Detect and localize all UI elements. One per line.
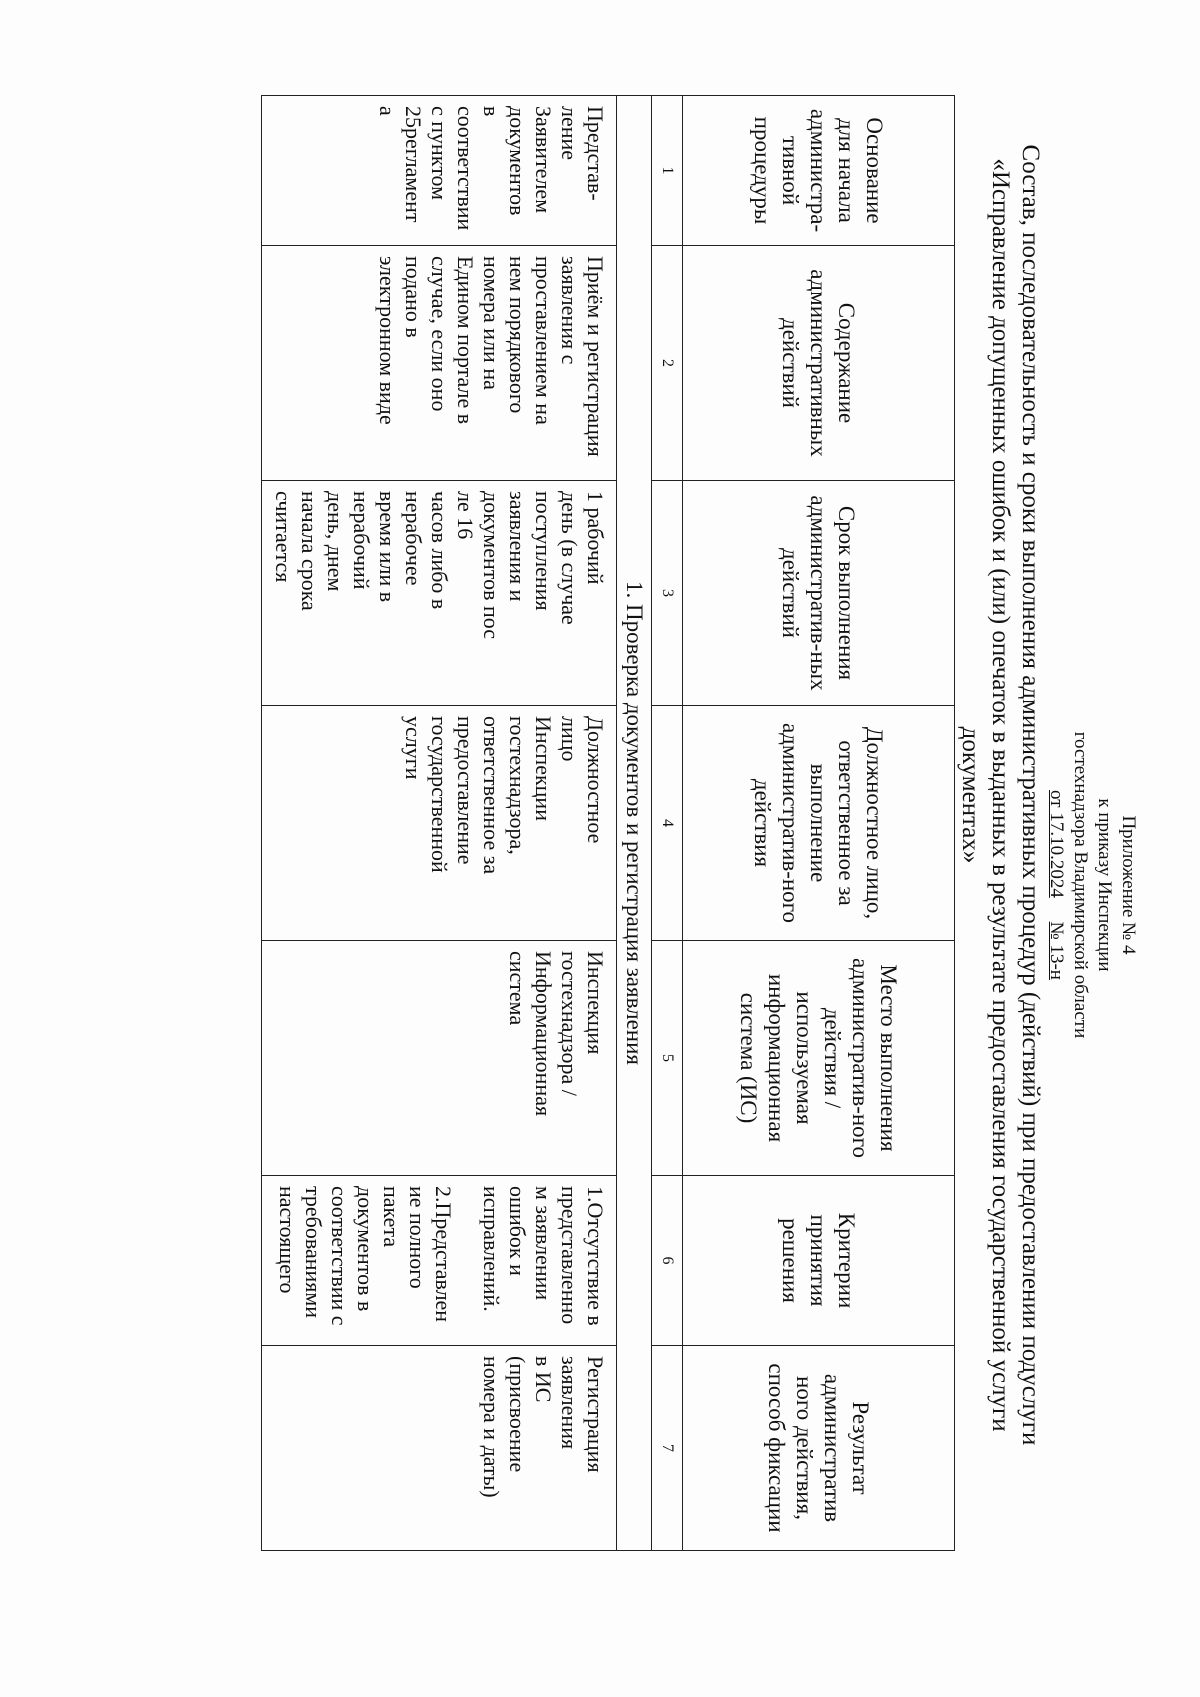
table-cell [262,481,617,706]
header-row [683,96,955,1551]
column-number: 3 [652,481,683,706]
procedure-table [261,95,955,1551]
column-number: 4 [652,706,683,941]
table-cell [262,1346,617,1551]
table-cell [262,941,617,1176]
header-cell: Результат административ ного действия, способ фиксации [683,1346,955,1551]
appendix-line-1: Приложение № 4 [1118,815,1139,955]
cell-basis: Представ- ление Заявителем документов в соответствии с пунктом 25регламент а [375,106,608,231]
column-number: 2 [652,246,683,481]
header-cell: Критерии принятия решения [683,1176,955,1346]
cell-deadline: 1 рабочий день (в случае поступления заявления и документов пос ле 16 часов либо в нерабочее время или в нерабочий день, днем начала срока считается [271,491,608,640]
section-row [617,96,652,1551]
column-number: 1 [652,96,683,246]
column-number: 6 [652,1176,683,1346]
table-cell [262,246,617,481]
table-cell [262,96,617,246]
header-cell: Должностное лицо, ответственное за выполнение административ-ного действия [683,706,955,941]
cell-place: Инспекция гостехнадзора / Информационная система [505,951,608,1117]
title-line-1: Состав, последовательность и сроки выполнения административных процедур (действий) при предоставлении подуслуги [1017,144,1044,1446]
cell-result: Регистрация заявления в ИС (присвоение номера и даты) [479,1356,608,1498]
appendix-number: № 13-н [1046,921,1067,980]
cell-criteria-2: 2.Представлен ие полного пакета документов в соответствии с требованиями настоящего [275,1186,456,1326]
rotated-sheet [30,25,1180,1645]
cell-content: Приём и регистрация заявления с проставлением на нем порядкового номера или на Едином портале в случае, если оно подано в электронном виде [375,256,608,457]
appendix-date: от 17.10.2024 [1046,790,1067,898]
title-line-2: «Исправление допущенных ошибок и (или) опечаток в выданных в результате предоставления государственной услуги [987,158,1014,1432]
document-title [955,115,1045,1475]
header-cell: Срок выполнения административ-ных действий [683,481,955,706]
appendix-line-3: гостехнадзора Владимирской области [1070,731,1091,1039]
column-number-row [652,96,683,1551]
column-number: 7 [652,1346,683,1551]
table-cell [262,1176,617,1346]
appendix-line-2: к приказу Инспекции [1094,798,1115,972]
header-cell: Содержание административных действий [683,246,955,481]
section-heading: 1. Проверка документов и регистрация заявления [617,96,652,1551]
header-cell: Основание для начала администра-тивной процедуры [683,96,955,246]
title-line-3: документах» [957,726,984,864]
table-cell [262,706,617,941]
appendix-block [1044,685,1140,1085]
cell-official: Должностное лицо Инспекции гостехнадзора, ответственное за предоставление государственной услуги [401,716,608,875]
header-cell: Место выполнения административ-ного действия / используемая информационная система (ИС) [683,941,955,1176]
cell-criteria-1: 1.Отсутствие в представленно м заявлении ошибок и исправлений. [479,1186,608,1326]
column-number: 5 [652,941,683,1176]
table-row [262,96,617,1551]
appendix-date-line [1044,685,1068,1085]
